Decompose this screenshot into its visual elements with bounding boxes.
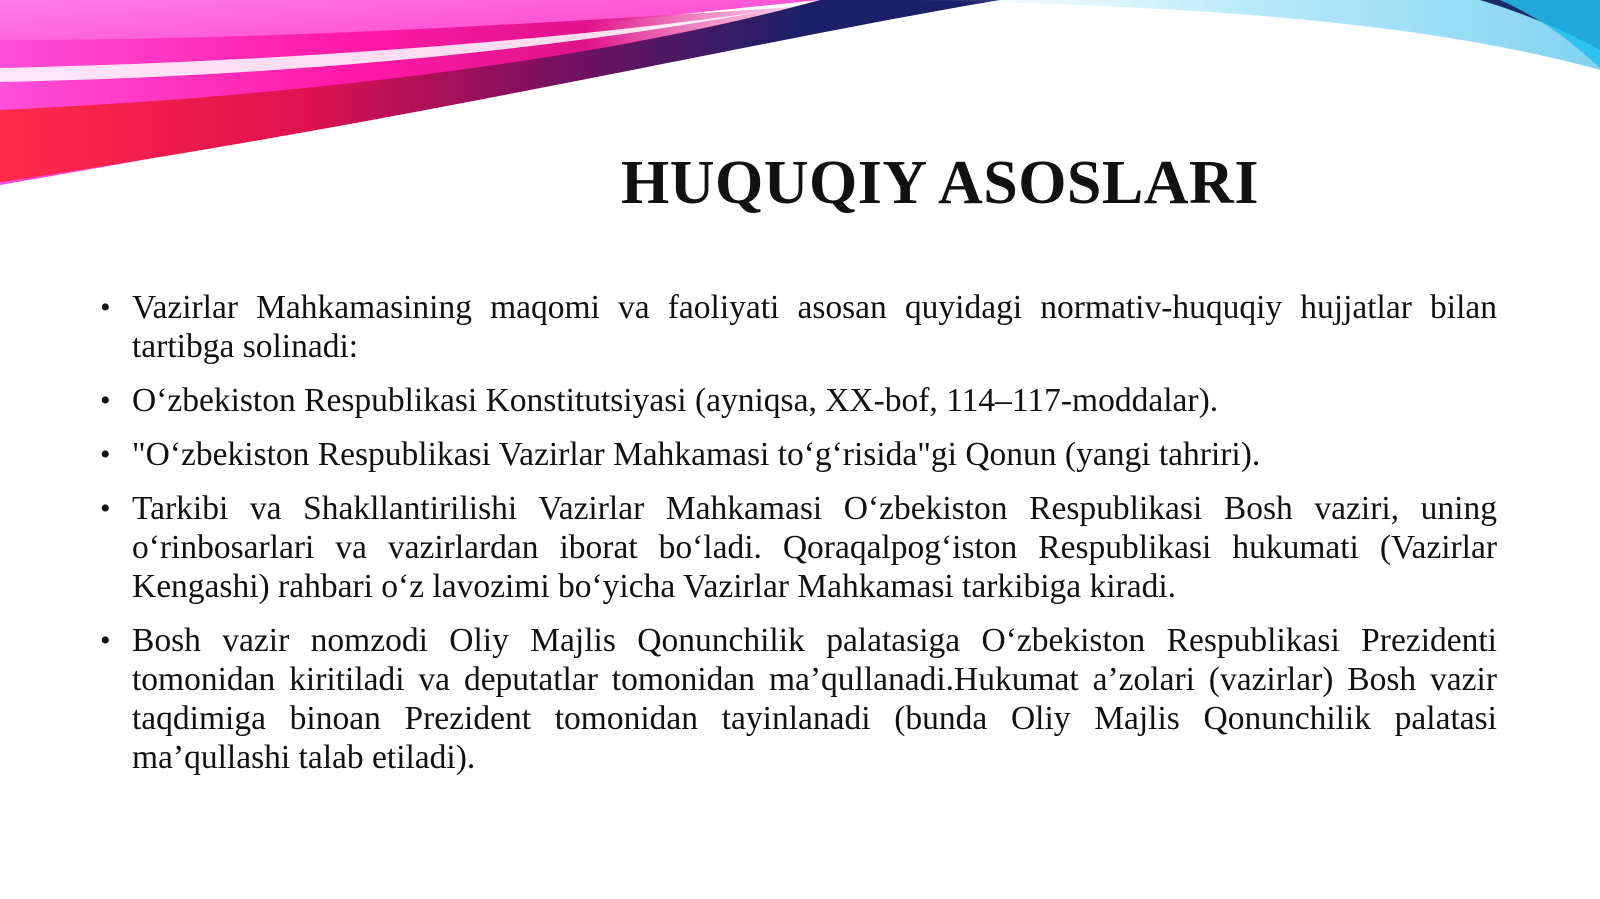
bullet-item <box>92 621 1497 777</box>
bullet-text: O‘zbekiston Respublikasi Konstitutsiyasi (ayniqsa, XX-bof, 114–117-moddalar). <box>132 382 1219 419</box>
bullet-text: Tarkibi va Shakllantirilishi Vazirlar Mahkamasi O‘zbekiston Respublikasi Bosh vaziri, uning o‘rinbosarlari va vazirlardan iborat bo‘ladi. Qoraqalpog‘iston Respublikasi hukumati (Vazirlar Kengashi) rahbari o‘z lavozimi bo‘yicha Vazirlar Mahkamasi tarkibiga kiradi. <box>132 490 1497 605</box>
bullet-item <box>92 435 1497 474</box>
bullet-dot-icon: • <box>100 291 111 324</box>
bullet-list <box>92 288 1497 792</box>
bullet-dot-icon: • <box>100 492 111 525</box>
slide-title: HUQUQIY ASOSLARI <box>621 149 1259 217</box>
bullet-text: Vazirlar Mahkamasining maqomi va faoliyati asosan quyidagi normativ-huquqiy hujjatlar bilan tartibga solinadi: <box>132 289 1497 365</box>
bullet-text: "O‘zbekiston Respublikasi Vazirlar Mahkamasi to‘g‘risida"gi Qonun (yangi tahriri). <box>132 436 1261 473</box>
bullet-item <box>92 489 1497 606</box>
bullet-dot-icon: • <box>100 624 111 657</box>
bullet-dot-icon: • <box>100 384 111 417</box>
bullet-item <box>92 288 1497 366</box>
bullet-item <box>92 381 1497 420</box>
bullet-dot-icon: • <box>100 438 111 471</box>
bullet-text: Bosh vazir nomzodi Oliy Majlis Qonunchilik palatasiga O‘zbekiston Respublikasi Prezidenti tomonidan kiritiladi va deputatlar tomonidan ma’qullanadi.Hukumat a’zolari (vazirlar) Bosh vazir taqdimiga binoan Prezident tomonidan tayinlanadi (bunda Oliy Majlis Qonunchilik palatasi ma’qullashi talab etiladi). <box>132 622 1497 776</box>
